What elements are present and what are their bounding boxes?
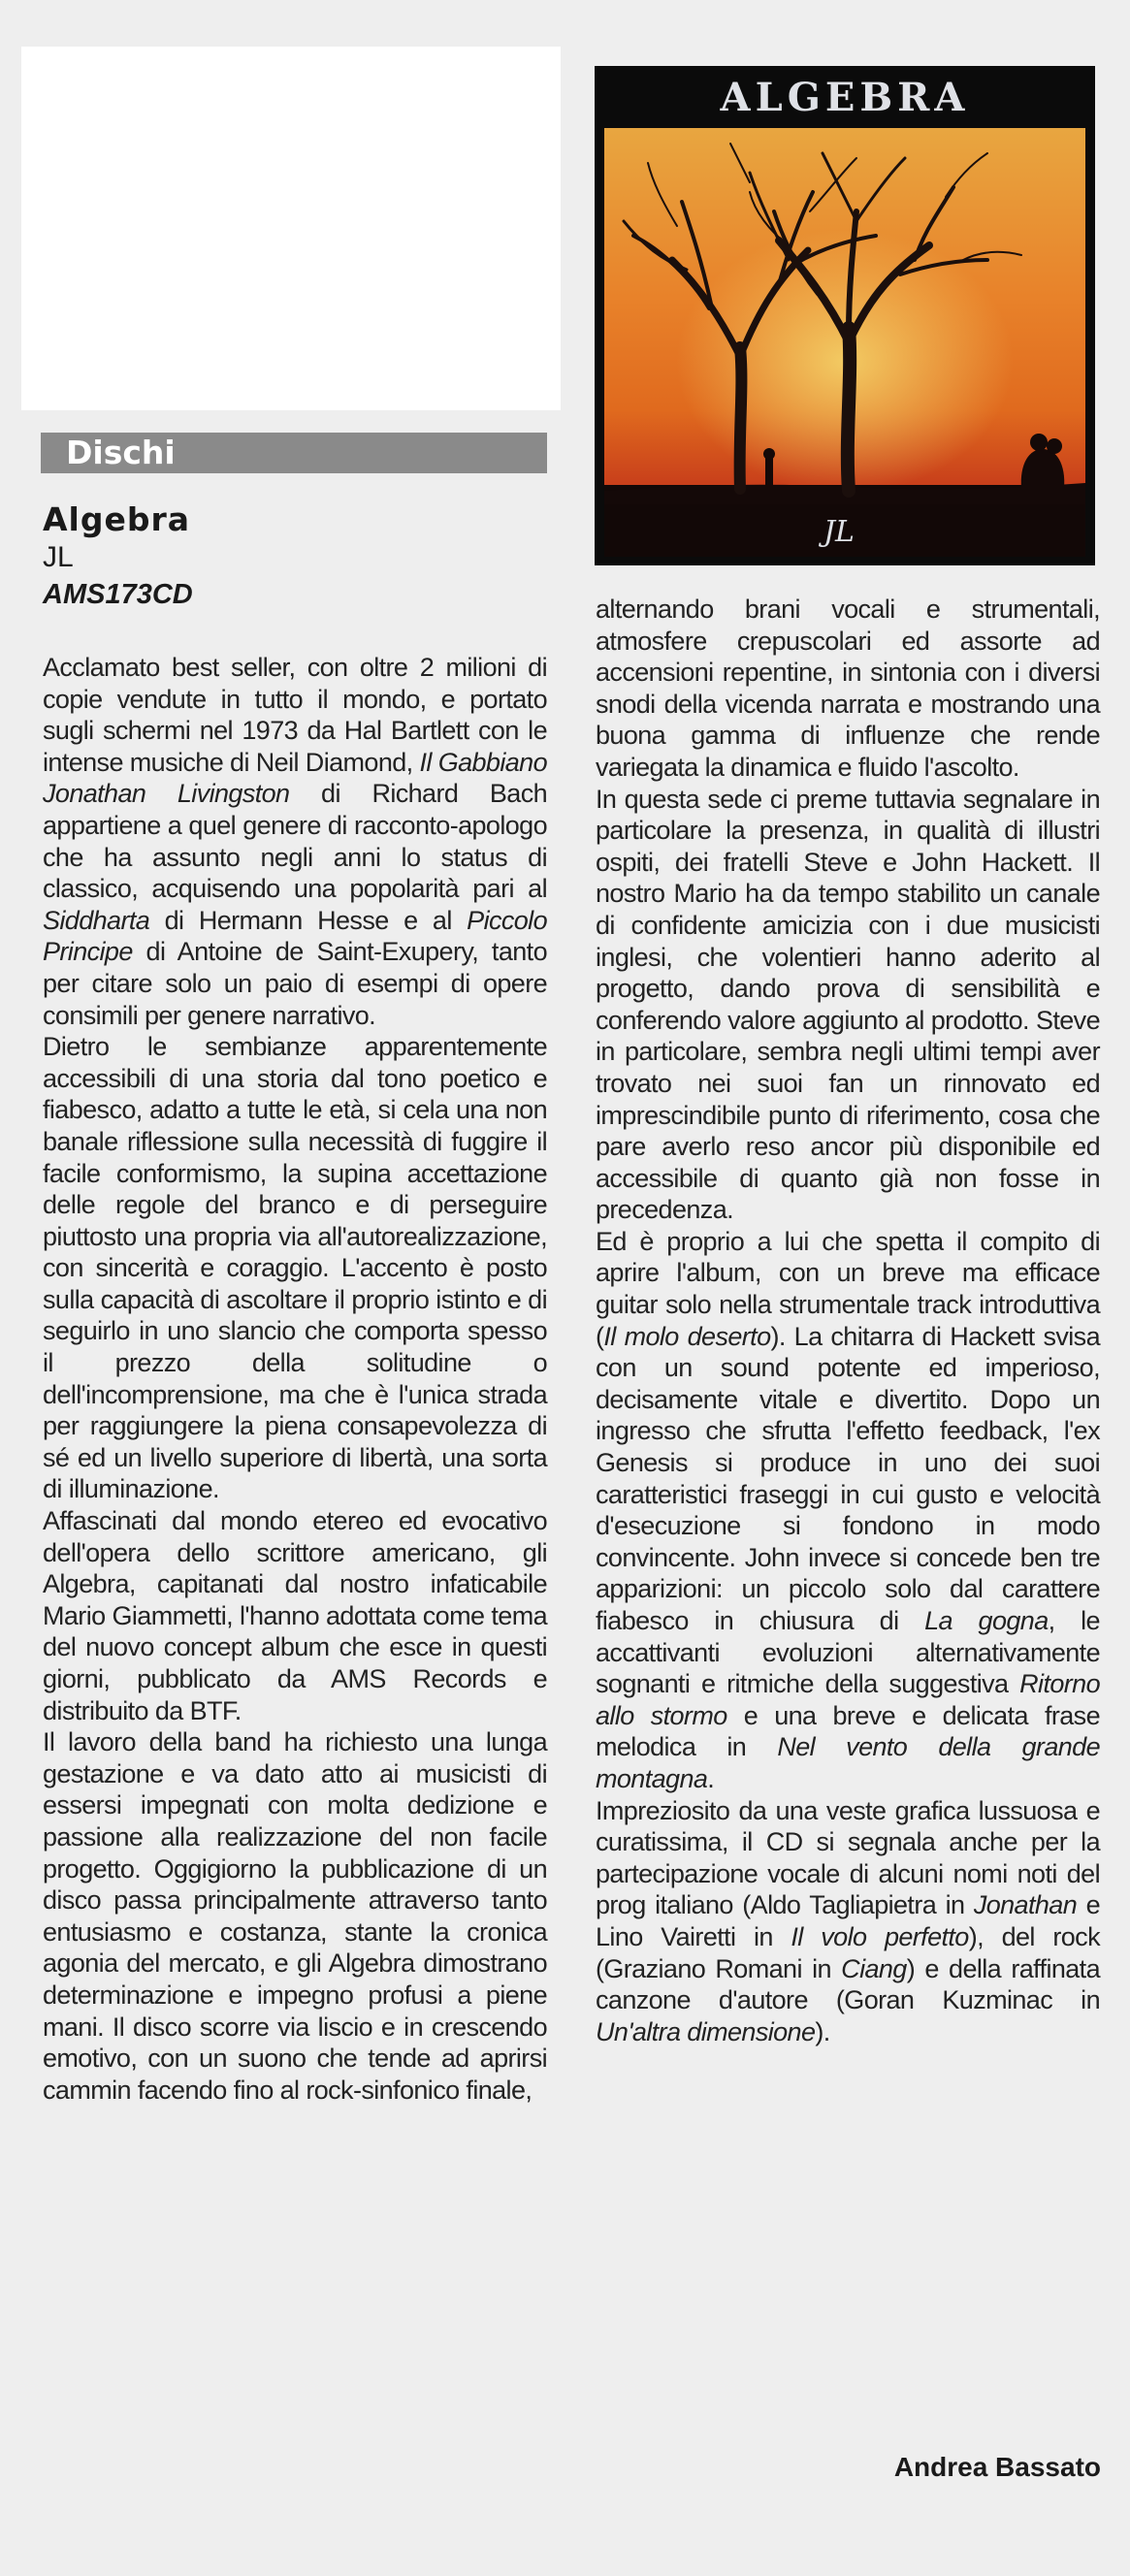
- article-paragraph: [596, 784, 1100, 1226]
- paragraph-text: ). La chitarra di Hackett svisa con un sound potente ed imperioso, decisamente vitale e divertito. Dopo un ingresso che sfrutta l'effetto feedback, l'ex Genesis si produce in uno dei suoi caratteristici fraseggi in cui gusto e velocità d'esecuzione si fondono in modo convincente. John invece si concede ben tre apparizioni: un piccolo solo dal carattere fiabesco in chiusura di: [596, 1321, 1100, 1635]
- italic-title: Un'altra dimensione: [596, 2016, 816, 2046]
- album-catalog-code: AMS173CD: [43, 579, 193, 610]
- blank-image-area: [21, 47, 561, 410]
- italic-title: Il molo deserto: [603, 1321, 771, 1351]
- album-cover: [595, 66, 1095, 565]
- article-paragraph: [43, 1726, 547, 2106]
- paragraph-text: Il lavoro della band ha richiesto una lunga gestazione e va dato atto ai musicisti di essersi impegnati con molta dedizione e passione alla realizzazione del non facile progetto. Oggigiorno la pubblicazione di un disco passa principalmente attraverso tanto entusiasmo e costanza, stante la cronica agonia del mercato, e gli Algebra dimostrano determinazione e impegno profusi a piene mani. Il disco scorre via liscio e in crescendo emotivo, con un suono che tende ad aprirsi cammin facendo fino al rock-sinfonico finale,: [43, 1727, 547, 2105]
- paragraph-text: e una breve e delicata frase melodica in: [596, 1700, 1100, 1762]
- article-author: Andrea Bassato: [893, 2452, 1101, 2482]
- paragraph-text: , le accattivanti evoluzioni alternativamente sognanti e ritmiche della suggestiva: [596, 1606, 1100, 1699]
- cover-monogram: JL: [823, 515, 855, 549]
- album-artist: JL: [43, 541, 74, 573]
- italic-title: Il volo perfetto: [791, 1921, 969, 1951]
- article-paragraph: [596, 1226, 1100, 1795]
- album-title: Algebra: [43, 500, 191, 538]
- album-info: [43, 500, 547, 613]
- italic-title: La gogna: [924, 1606, 1049, 1635]
- paragraph-text: ).: [815, 2016, 830, 2046]
- paragraph-text: di Richard Bach appartiene a quel genere di racconto-apologo che ha assunto negli anni lo status di classico, acquisendo una popolarità pari al: [43, 779, 548, 904]
- paragraph-text: alternando brani vocali e strumentali, atmosfere crepuscolari ed assorte ad accensioni repentine, in sintonia con i diversi snodi della vicenda narrata e mostrando una buona gamma di influenze che rende variegata la dinamica e fluido l'ascolto.: [596, 595, 1100, 782]
- section-header: [41, 433, 547, 473]
- paragraph-text: .: [707, 1763, 715, 1793]
- article-paragraph: [43, 1031, 547, 1505]
- paragraph-text: Impreziosito da una veste grafica lussuosa e curatissima, il CD si segnala anche per la partecipazione vocale di alcuni nomi noti del prog italiano (Aldo Tagliapietra in: [596, 1795, 1100, 1920]
- italic-title: Siddharta: [43, 905, 150, 935]
- italic-title: Ciang: [841, 1953, 907, 1983]
- italic-title: Nel vento della grande montagna: [596, 1732, 1100, 1793]
- paragraph-text: ), del rock (Graziano Romani in: [596, 1921, 1100, 1983]
- paragraph-text: ) e della raffinata canzone d'autore (Goran Kuzminac in: [596, 1953, 1101, 2015]
- cover-title: ALGEBRA: [720, 75, 970, 120]
- paragraph-text: e Lino Vairetti in: [596, 1890, 1100, 1951]
- paragraph-text: In questa sede ci preme tuttavia segnalare in particolare la presenza, in qualità di illustri ospiti, dei fratelli Steve e John Hackett. Il nostro Mario ha da tempo stabilito un canale di confidente amicizia con i due musicisti inglesi, che volentieri hanno aderito al progetto, dando prova di sensibilità e conferendo valore aggiunto al prodotto. Steve in particolare, sembra negli ultimi tempi aver trovato nei suoi fan un rinnovato ed imprescindibile punto di riferimento, cosa che pare averlo reso ancor più disponibile ed accessibile di quanto già non fosse in precedenza.: [596, 784, 1100, 1225]
- paragraph-text: Acclamato best seller, con oltre 2 milioni di copie vendute in tutto il mondo, e portato sugli schermi nel 1973 da Hal Bartlett con le intense musiche di Neil Diamond,: [43, 653, 547, 777]
- italic-title: Il Gabbiano Jonathan Livingston: [43, 747, 547, 809]
- paragraph-text: di Hermann Hesse e al: [149, 905, 468, 935]
- paragraph-text: Affascinati dal mondo etereo ed evocativo dell'opera dello scrittore americano, gli Algebra, capitanati dal nostro infaticabile Mario Giammetti, l'hanno adottata come tema del nuovo concept album che esce in questi giorni, pubblicato da AMS Records e distribuito da BTF.: [43, 1506, 547, 1725]
- paragraph-text: Ed è proprio a lui che spetta il compito di aprire l'album, con un breve ma efficace guitar solo nella strumentale track introduttiva (: [596, 1226, 1100, 1351]
- article-paragraph: [596, 594, 1100, 784]
- album-cover-art: [595, 66, 1095, 565]
- section-label: Dischi: [66, 434, 176, 471]
- article-paragraph: [43, 652, 547, 1031]
- italic-title: Ritorno allo stormo: [596, 1669, 1100, 1730]
- article-column-left: [43, 652, 547, 2106]
- italic-title: Piccolo Principe: [43, 905, 547, 967]
- italic-title: Jonathan: [973, 1890, 1078, 1920]
- article-column-right: [596, 594, 1100, 2047]
- article-paragraph: [596, 1795, 1100, 2048]
- paragraph-text: Dietro le sembianze apparentemente accessibili di una storia dal tono poetico e fiabesco, adatto a tutte le età, si cela una non banale riflessione sulla necessità di fuggire il facile conformismo, la supina accettazione delle regole del branco e di perseguire piuttosto una propria via all'autorealizzazione, con sincerità e coraggio. L'accento è posto sulla capacità di ascoltare il proprio istinto e di seguirlo in uno slancio che comporta spesso il prezzo della solitudine o dell'incomprensione, ma che è l'unica strada per raggiungere la piena consapevolezza di sé ed un livello superiore di libertà, una sorta di illuminazione.: [43, 1032, 547, 1504]
- paragraph-text: di Antoine de Saint-Exupery, tanto per citare solo un paio di esempi di opere consimili per genere narrativo.: [43, 937, 547, 1030]
- article-paragraph: [43, 1505, 547, 1726]
